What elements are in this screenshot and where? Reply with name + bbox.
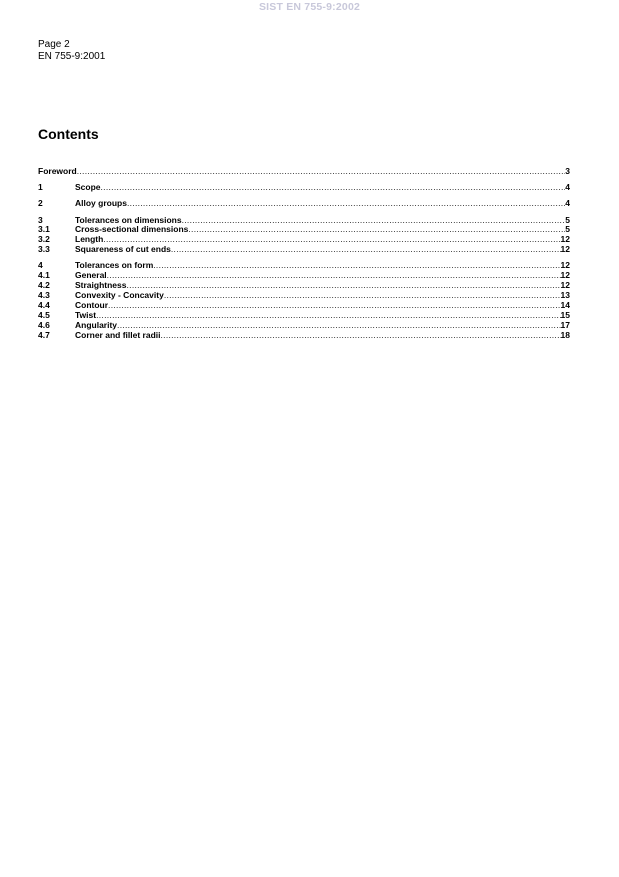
toc-entry-number: 4.1: [38, 270, 50, 281]
toc-entry-page: 12: [560, 280, 570, 291]
toc-entry-page: 14: [560, 299, 570, 310]
toc-leader-dots: [108, 301, 560, 311]
toc-entry-page: 5: [565, 214, 570, 225]
toc-entry-title: Foreword: [38, 166, 77, 176]
toc-entry-page: 12: [560, 270, 570, 281]
page-number-label: Page 2: [38, 39, 70, 50]
toc-entry-cross-sectional-dimensions[interactable]: [38, 225, 570, 235]
toc-entry-title: Tolerances on form: [75, 260, 154, 271]
toc-entry-page: 18: [560, 329, 570, 340]
toc-entry-page: 12: [560, 244, 570, 255]
toc-entry-number: 1: [38, 182, 43, 193]
toc-entry-title: Scope: [75, 182, 101, 193]
toc-entry-number: 4.5: [38, 309, 50, 320]
toc-leader-dots: [161, 331, 561, 341]
toc-entry-number: 3.3: [38, 244, 50, 255]
toc-entry-title: Corner and fillet radii: [75, 329, 161, 340]
toc-entry-title: Straightness: [75, 280, 127, 291]
table-of-contents: [38, 167, 570, 341]
toc-entry-title: Squareness of cut ends: [75, 244, 171, 255]
toc-entry-number: 3.2: [38, 234, 50, 245]
toc-entry-corner-and-fillet-radii[interactable]: [38, 331, 570, 341]
toc-leader-dots: [77, 167, 566, 177]
toc-entry-alloy-groups[interactable]: [38, 199, 570, 209]
toc-entry-title: Angularity: [75, 319, 118, 330]
toc-entry-number: 4.7: [38, 329, 50, 340]
toc-leader-dots: [127, 199, 565, 209]
toc-entry-title: Tolerances on dimensions: [75, 214, 182, 225]
toc-leader-dots: [164, 291, 561, 301]
toc-entry-number: 2: [38, 198, 43, 209]
toc-entry-number: 4.2: [38, 280, 50, 291]
toc-entry-squareness-of-cut-ends[interactable]: [38, 245, 570, 255]
toc-entry-convexity-concavity[interactable]: [38, 291, 570, 301]
toc-leader-dots: [107, 271, 561, 281]
toc-leader-dots: [101, 183, 566, 193]
toc-entry-title: Cross-sectional dimensions: [75, 224, 189, 235]
page-header: [38, 39, 105, 63]
toc-leader-dots: [182, 216, 566, 226]
toc-entry-title: General: [75, 270, 107, 281]
toc-entry-page: 4: [565, 182, 570, 193]
toc-entry-twist[interactable]: [38, 311, 570, 321]
contents-heading: Contents: [38, 126, 99, 142]
document-id: EN 755-9:2001: [38, 51, 106, 62]
toc-entry-scope[interactable]: [38, 183, 570, 193]
toc-entry-title: Length: [75, 234, 104, 245]
toc-entry-title: Contour: [75, 299, 109, 310]
toc-entry-page: 12: [560, 234, 570, 245]
toc-entry-number: 4.6: [38, 319, 50, 330]
toc-entry-page: 12: [560, 260, 570, 271]
toc-leader-dots: [127, 281, 561, 291]
toc-leader-dots: [153, 261, 560, 271]
toc-entry-title: Twist: [75, 309, 97, 320]
toc-entry-page: 13: [560, 290, 570, 301]
toc-entry-number: 4: [38, 260, 43, 271]
toc-entry-number: 4.3: [38, 290, 50, 301]
toc-entry-contour[interactable]: [38, 301, 570, 311]
toc-entry-page: 4: [565, 198, 570, 209]
toc-leader-dots: [103, 235, 560, 245]
toc-leader-dots: [96, 311, 560, 321]
toc-leader-dots: [188, 225, 565, 235]
toc-leader-dots: [171, 245, 561, 255]
toc-entry-number: 3.1: [38, 224, 50, 235]
toc-entry-page: 3: [565, 166, 570, 176]
toc-leader-dots: [117, 321, 561, 331]
toc-entry-page: 15: [560, 309, 570, 320]
toc-entry-title: Convexity - Concavity: [75, 290, 164, 301]
toc-entry-title: Alloy groups: [75, 198, 127, 209]
toc-entry-tolerances-on-form[interactable]: [38, 261, 570, 271]
toc-entry-number: 4.4: [38, 299, 50, 310]
toc-entry-foreword[interactable]: [38, 167, 570, 177]
toc-entry-number: 3: [38, 214, 43, 225]
toc-entry-page: 17: [560, 319, 570, 330]
toc-entry-page: 5: [565, 224, 570, 235]
watermark-text: SIST EN 755-9:2002: [258, 1, 361, 13]
